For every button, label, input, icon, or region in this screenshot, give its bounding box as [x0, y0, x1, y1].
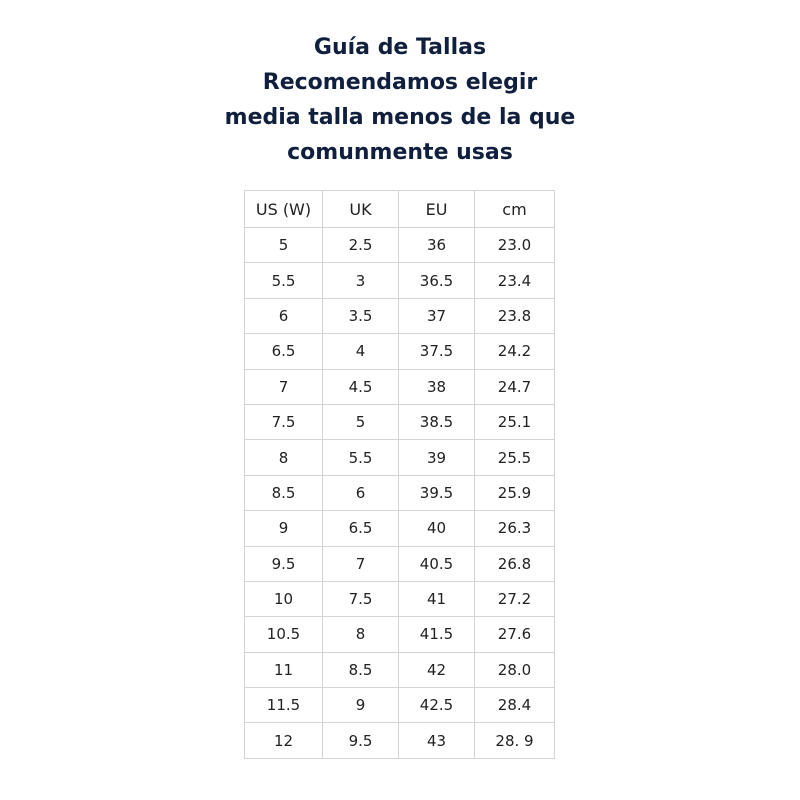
cell-us: 12: [245, 723, 323, 758]
table-row: [245, 298, 555, 333]
cell-uk: 6.5: [323, 511, 399, 546]
cell-cm: 25.1: [475, 404, 555, 439]
table-row: [245, 581, 555, 616]
cell-uk: 6: [323, 475, 399, 510]
cell-eu: 39.5: [399, 475, 475, 510]
cell-us: 5.5: [245, 263, 323, 298]
title-line-4: comunmente usas: [287, 140, 513, 165]
cell-eu: 37: [399, 298, 475, 333]
cell-uk: 3: [323, 263, 399, 298]
header-cm: cm: [475, 191, 555, 228]
table-row: [245, 511, 555, 546]
table-row: [245, 440, 555, 475]
header-uk: UK: [323, 191, 399, 228]
cell-us: 7: [245, 369, 323, 404]
title-line-2: Recomendamos elegir: [262, 70, 538, 95]
cell-uk: 4.5: [323, 369, 399, 404]
cell-cm: 24.2: [475, 334, 555, 369]
cell-cm: 26.8: [475, 546, 555, 581]
cell-us: 9.5: [245, 546, 323, 581]
cell-us: 8.5: [245, 475, 323, 510]
cell-uk: 4: [323, 334, 399, 369]
table-row: [245, 475, 555, 510]
cell-cm: 25.9: [475, 475, 555, 510]
cell-cm: 23.8: [475, 298, 555, 333]
cell-cm: 28.4: [475, 688, 555, 723]
cell-us: 5: [245, 228, 323, 263]
table-row: [245, 369, 555, 404]
table-row: [245, 617, 555, 652]
cell-eu: 38.5: [399, 404, 475, 439]
title-line-1: Guía de Tallas: [313, 35, 487, 60]
cell-cm: 27.6: [475, 617, 555, 652]
cell-us: 9: [245, 511, 323, 546]
cell-eu: 39: [399, 440, 475, 475]
header-us: US (W): [245, 191, 323, 228]
cell-uk: 2.5: [323, 228, 399, 263]
cell-uk: 8.5: [323, 652, 399, 687]
cell-eu: 41.5: [399, 617, 475, 652]
cell-cm: 28. 9: [475, 723, 555, 758]
size-guide-title: [0, 30, 800, 170]
size-table: [244, 190, 555, 759]
table-row: [245, 404, 555, 439]
cell-cm: 28.0: [475, 652, 555, 687]
cell-cm: 23.4: [475, 263, 555, 298]
cell-eu: 42.5: [399, 688, 475, 723]
cell-eu: 37.5: [399, 334, 475, 369]
table-row: [245, 723, 555, 758]
cell-eu: 41: [399, 581, 475, 616]
cell-uk: 9: [323, 688, 399, 723]
table-row: [245, 546, 555, 581]
cell-us: 8: [245, 440, 323, 475]
cell-uk: 5: [323, 404, 399, 439]
cell-uk: 9.5: [323, 723, 399, 758]
cell-cm: 25.5: [475, 440, 555, 475]
table-header-row: [245, 191, 555, 228]
cell-us: 11.5: [245, 688, 323, 723]
table-body: [245, 228, 555, 759]
table-row: [245, 334, 555, 369]
cell-uk: 8: [323, 617, 399, 652]
cell-eu: 40.5: [399, 546, 475, 581]
header-eu: EU: [399, 191, 475, 228]
cell-uk: 7.5: [323, 581, 399, 616]
cell-eu: 36.5: [399, 263, 475, 298]
cell-eu: 42: [399, 652, 475, 687]
cell-eu: 40: [399, 511, 475, 546]
cell-cm: 23.0: [475, 228, 555, 263]
table-row: [245, 263, 555, 298]
cell-us: 11: [245, 652, 323, 687]
table-row: [245, 228, 555, 263]
cell-cm: 26.3: [475, 511, 555, 546]
cell-eu: 43: [399, 723, 475, 758]
cell-us: 10: [245, 581, 323, 616]
cell-uk: 5.5: [323, 440, 399, 475]
cell-cm: 24.7: [475, 369, 555, 404]
cell-eu: 36: [399, 228, 475, 263]
cell-eu: 38: [399, 369, 475, 404]
cell-us: 10.5: [245, 617, 323, 652]
table-row: [245, 688, 555, 723]
cell-us: 6: [245, 298, 323, 333]
cell-uk: 7: [323, 546, 399, 581]
cell-uk: 3.5: [323, 298, 399, 333]
cell-us: 6.5: [245, 334, 323, 369]
table-row: [245, 652, 555, 687]
cell-cm: 27.2: [475, 581, 555, 616]
cell-us: 7.5: [245, 404, 323, 439]
title-line-3: media talla menos de la que: [224, 105, 576, 130]
